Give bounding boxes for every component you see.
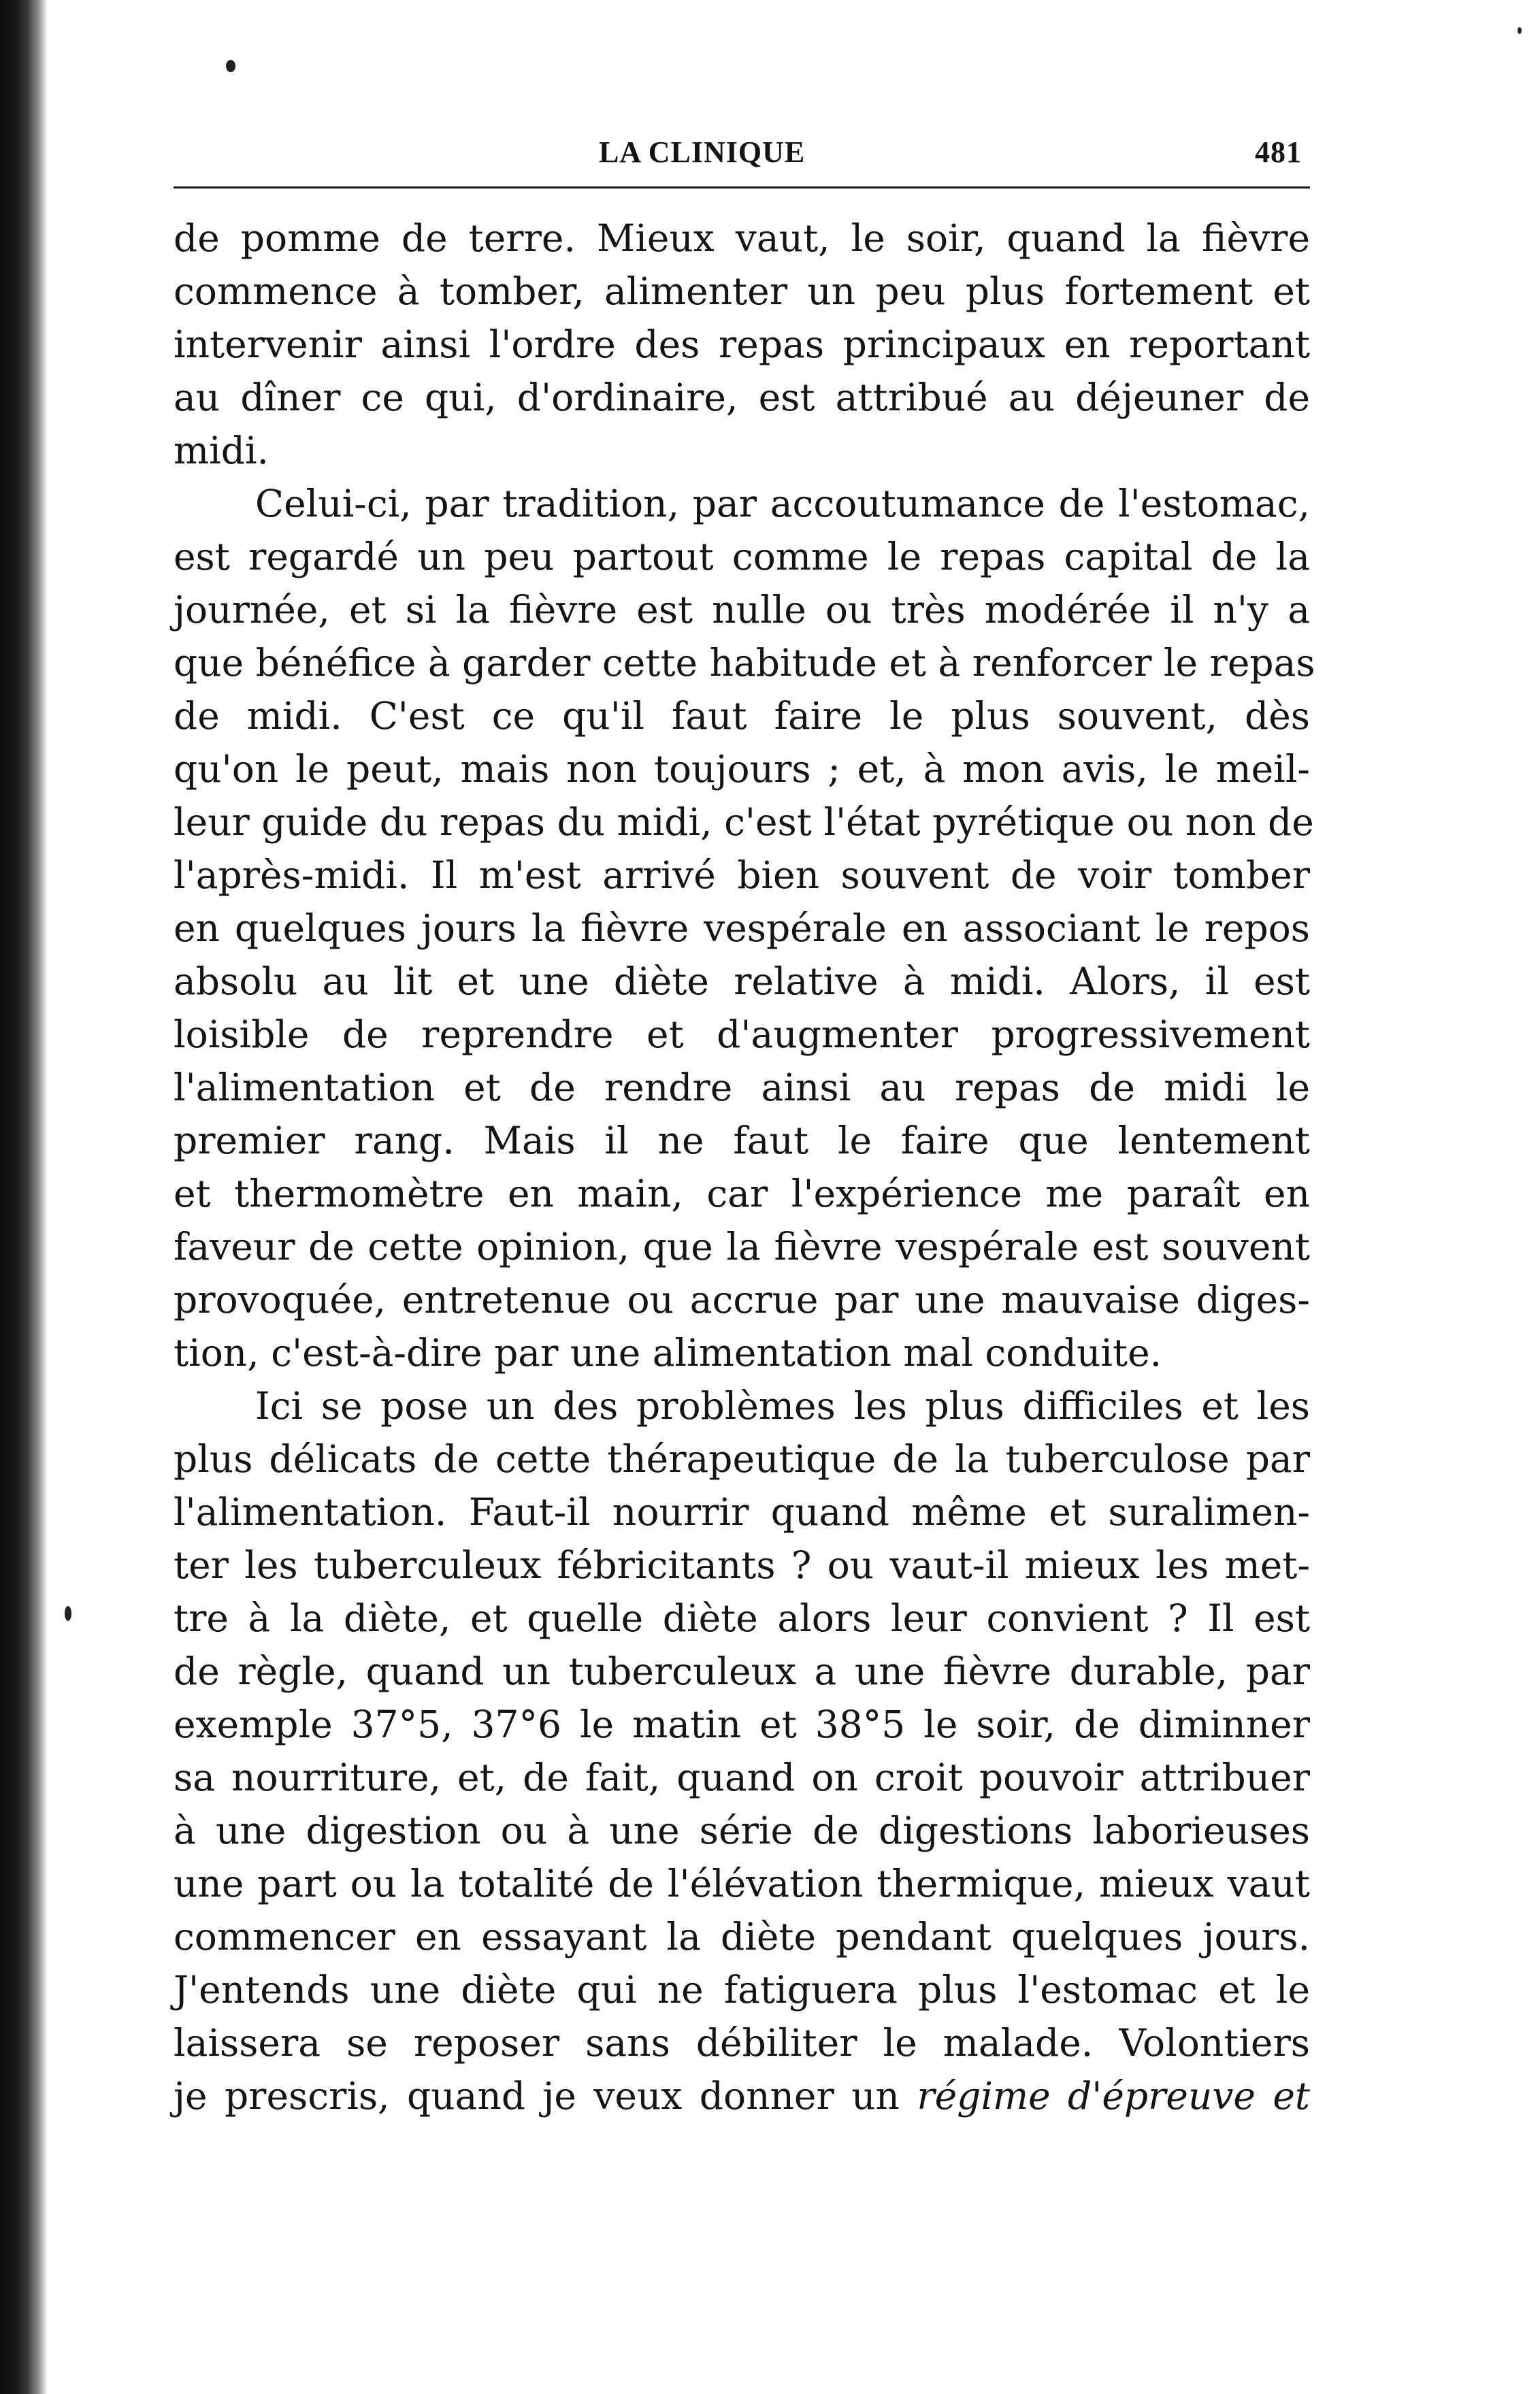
paragraph (174, 212, 1310, 477)
text-line (174, 2069, 1310, 2122)
text-line: sa nourriture, et, de fait, quand on croit pouvoir attribuer (174, 1756, 1310, 1799)
text-line: au dîner ce qui, d'ordinaire, est attribué au déjeuner de (174, 376, 1310, 419)
text-line: l'alimentation. Faut-il nourrir quand même et suralimen- (174, 1490, 1310, 1534)
running-title: LA CLINIQUE (599, 135, 806, 169)
text-line: l'alimentation et de rendre ainsi au repas de midi le (174, 1066, 1310, 1109)
text-line: premier rang. Mais il ne faut le faire que lentement (174, 1119, 1310, 1162)
text-line: journée, et si la fièvre est nulle ou très modérée il n'y a (174, 588, 1310, 632)
book-page (174, 122, 1315, 2122)
text-line: commencer en essayant la diète pendant quelques jours. (174, 1915, 1310, 1958)
text-line: intervenir ainsi l'ordre des repas principaux en reportant (174, 323, 1310, 366)
text-line: de midi. C'est ce qu'il faut faire le plus souvent, dès (174, 694, 1310, 738)
text-line: l'après-midi. Il m'est arrivé bien souvent de voir tomber (174, 853, 1310, 897)
binding-shadow (0, 0, 48, 2394)
text-line: que bénéfice à garder cette habitude et à renforcer le repas (174, 641, 1315, 685)
text-line: de pomme de terre. Mieux vaut, le soir, quand la fièvre (174, 216, 1310, 260)
text-line: de règle, quand un tuberculeux a une fièvre durable, par (174, 1650, 1310, 1693)
text-line: commence à tomber, alimenter un peu plus fortement et (174, 269, 1310, 313)
text-run: je prescris, quand je veux donner un (174, 2074, 917, 2118)
text-line: midi. (174, 429, 269, 472)
text-line: Celui-ci, par tradition, par accoutumance de l'estomac, (255, 482, 1310, 525)
running-head (174, 122, 1310, 177)
text-line: loisible de reprendre et d'augmenter progressivement (174, 1013, 1310, 1056)
text-line: provoquée, entretenue ou accrue par une mauvaise diges- (174, 1278, 1310, 1322)
italic-run: régime d'épreuve et (917, 2074, 1310, 2118)
text-line: une part ou la totalité de l'élévation thermique, mieux vaut (174, 1862, 1310, 1905)
body-text (174, 212, 1315, 2122)
paragraph (174, 477, 1315, 1379)
text-line: exemple 37°5, 37°6 le matin et 38°5 le soir, de diminner (174, 1703, 1310, 1746)
text-line: tre à la diète, et quelle diète alors leur convient ? Il est (174, 1596, 1310, 1640)
text-line: ter les tuberculeux fébricitants ? ou vaut-il mieux les met- (174, 1543, 1310, 1587)
page-number: 481 (1255, 135, 1302, 169)
ink-speck (65, 1606, 71, 1621)
text-line: est regardé un peu partout comme le repas capital de la (174, 535, 1310, 578)
paragraph (174, 1379, 1310, 2122)
text-line: faveur de cette opinion, que la fièvre vespérale est souvent (174, 1225, 1310, 1268)
text-line: et thermomètre en main, car l'expérience me paraît en (174, 1172, 1310, 1215)
text-line: laissera se reposer sans débiliter le malade. Volontiers (174, 2021, 1310, 2065)
text-line: qu'on le peut, mais non toujours ; et, à mon avis, le meil- (174, 747, 1310, 791)
text-line: en quelques jours la fièvre vespérale en associant le repos (174, 906, 1310, 950)
text-line: J'entends une diète qui ne fatiguera plus l'estomac et le (174, 1968, 1310, 2012)
text-line: à une digestion ou à une série de digestions laborieuses (174, 1809, 1310, 1852)
ink-speck (226, 60, 235, 72)
text-line: absolu au lit et une diète relative à midi. Alors, il est (174, 960, 1310, 1003)
ink-speck (1518, 27, 1522, 34)
header-rule (174, 186, 1310, 188)
text-line: plus délicats de cette thérapeutique de la tuberculose par (174, 1437, 1310, 1481)
text-line: Ici se pose un des problèmes les plus difficiles et les (255, 1384, 1310, 1428)
text-line: tion, c'est-à-dire par une alimentation mal conduite. (174, 1331, 1162, 1375)
text-line: leur guide du repas du midi, c'est l'état pyrétique ou non de (174, 800, 1314, 844)
